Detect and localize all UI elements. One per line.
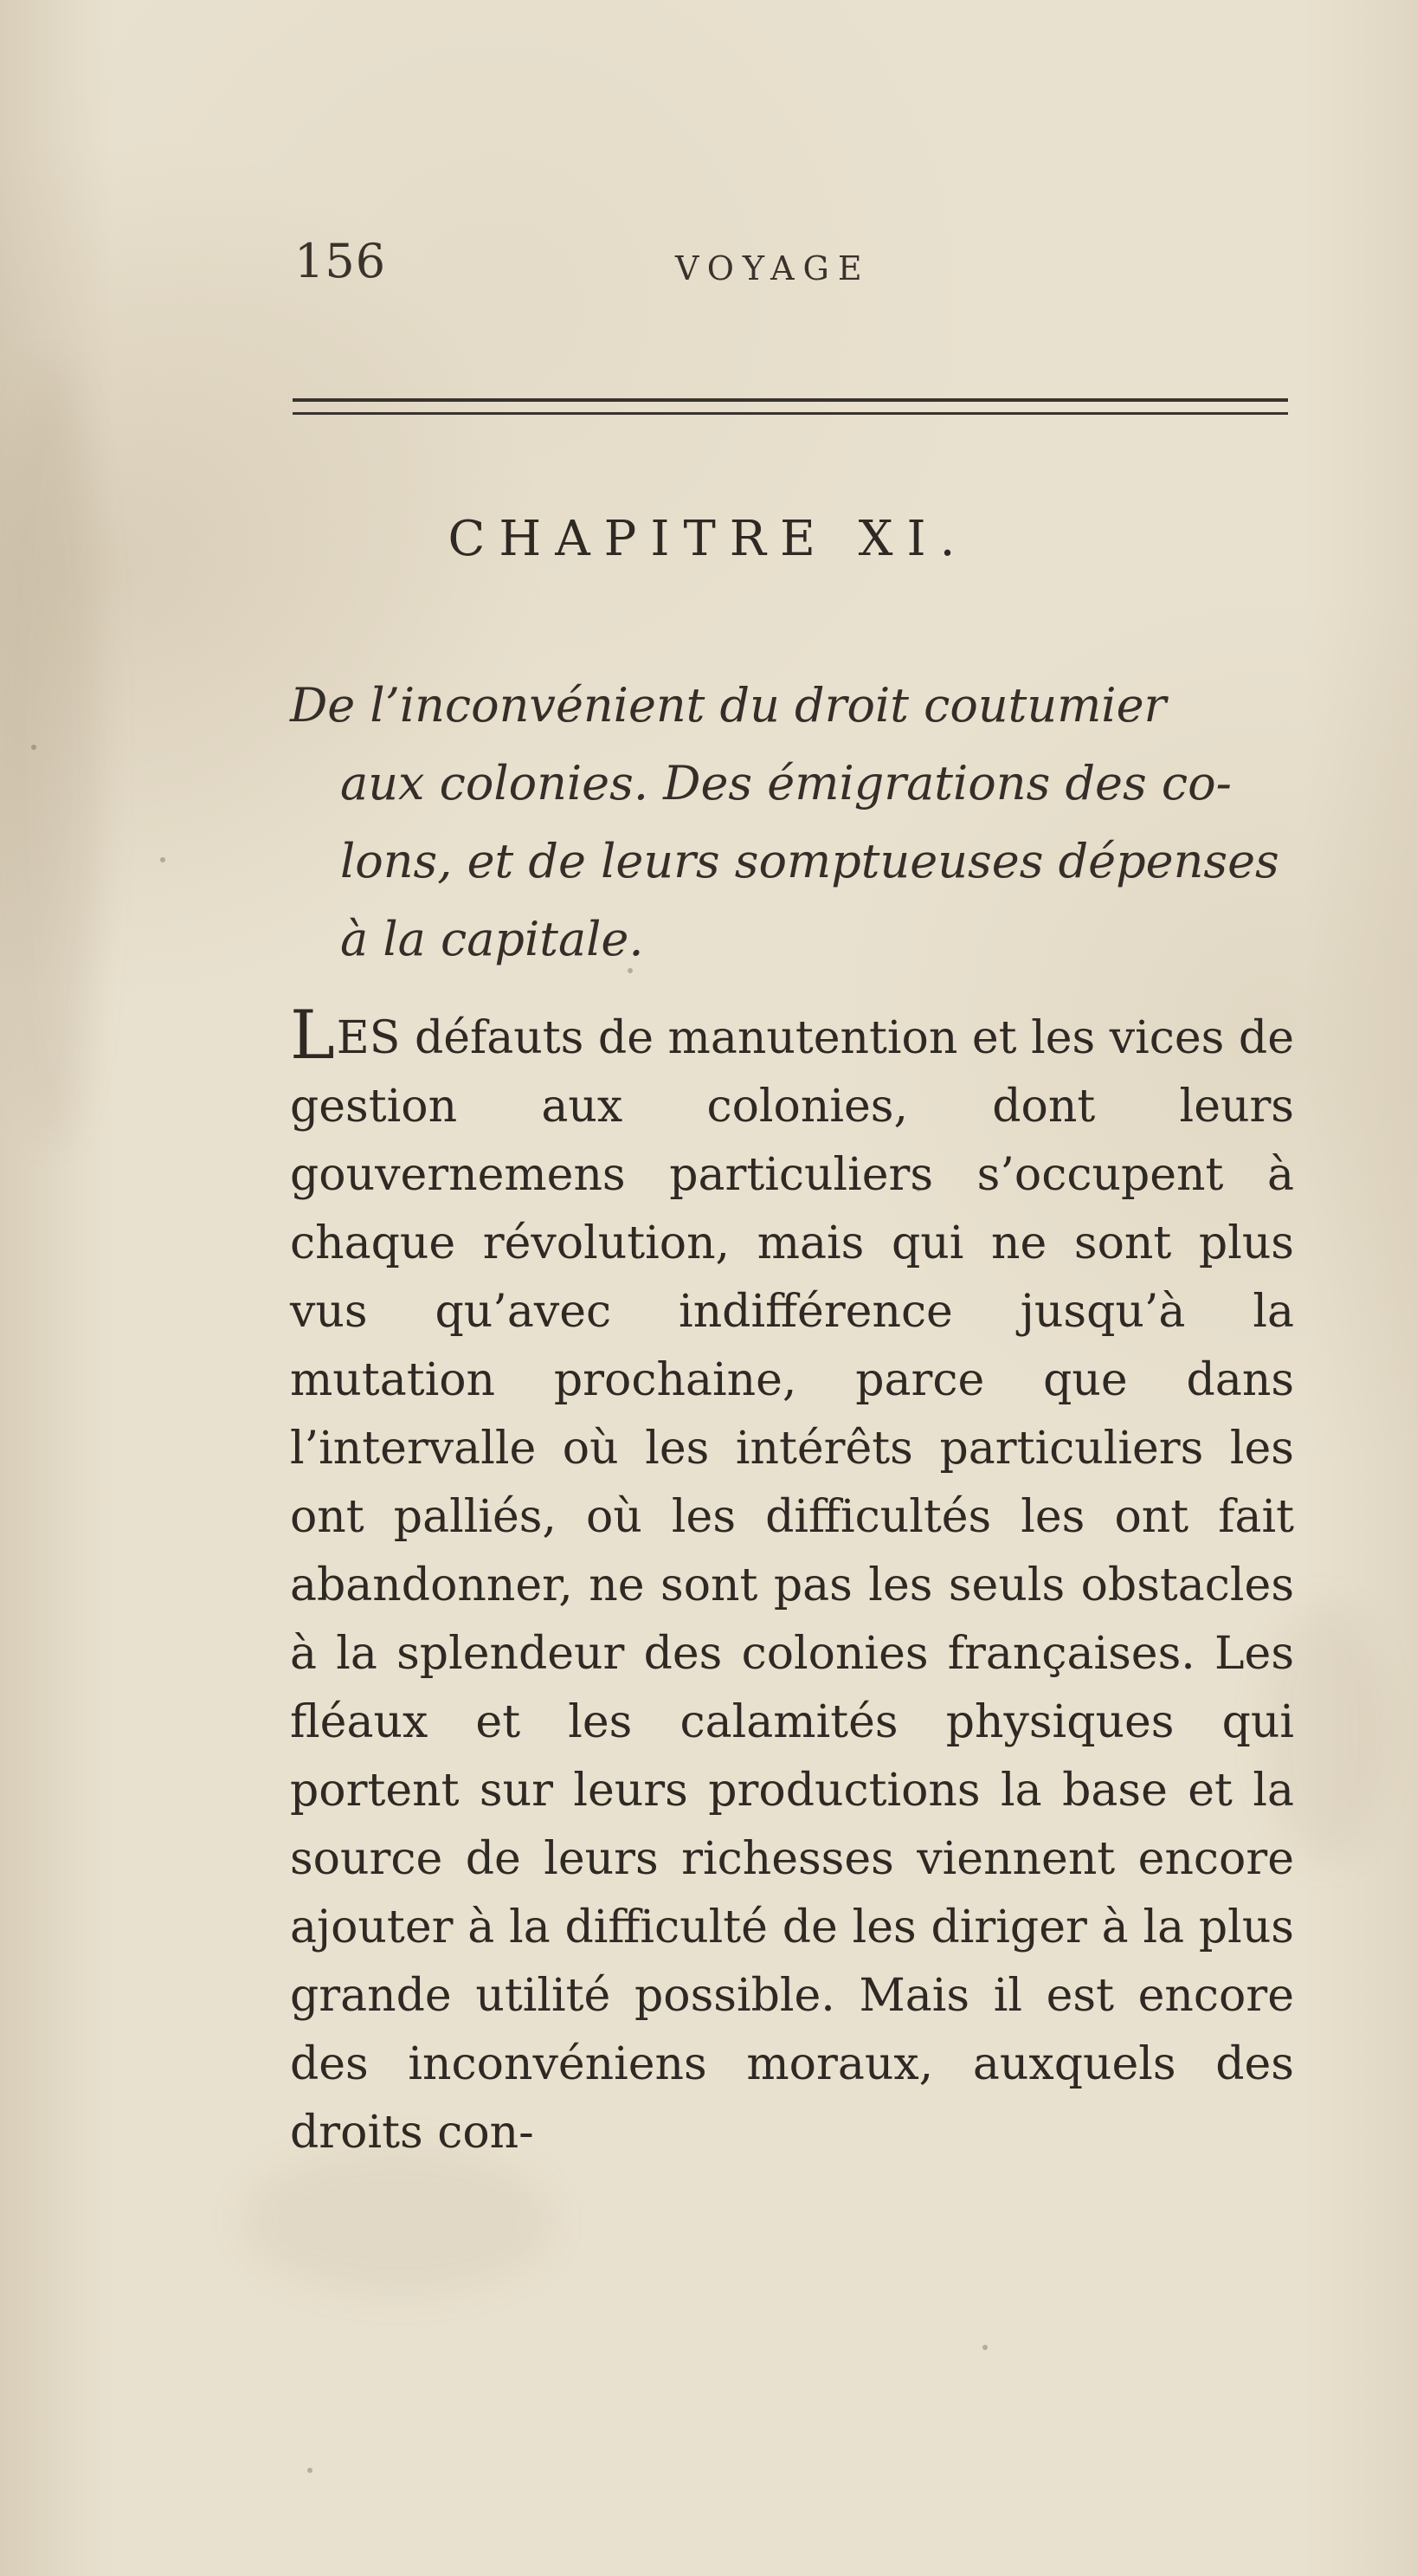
chapter-body [290, 997, 1294, 2167]
paper-speck [160, 857, 165, 862]
drop-initial: L [290, 997, 335, 1075]
paper-speck [982, 2345, 988, 2350]
running-title: VOYAGE [675, 249, 871, 287]
drop-small-caps: ES [336, 1012, 401, 1064]
summary-line-1: De l’inconvénient du droit coutumier [290, 678, 1167, 733]
chapter-summary [290, 667, 1294, 978]
header-rule-top [293, 398, 1288, 402]
paper-speck [307, 2468, 312, 2473]
chapter-title: CHAPITRE XI. [448, 511, 969, 567]
header-rule-bottom [293, 412, 1288, 415]
paper-speck [31, 745, 36, 750]
paper-stain [242, 2147, 554, 2295]
summary-line-3: lons, et de leurs somptueuses dépenses [340, 834, 1279, 888]
running-head [0, 234, 1417, 312]
body-paragraph: défauts de manutention et les vices de gestion aux colonies, dont leurs gouvernemens particuliers s’occupent à chaque révolution, mais qui ne sont plus vus qu’avec indifférence jusqu’à la mutation prochaine, parce que dans l’intervalle où les intérêts particuliers les ont palliés, où les difficultés les ont fait abandonner, ne sont pas les seuls obstacles à la splendeur des colonies françaises. Les fléaux et les calamités physiques qui portent sur leurs productions la base et la source de leurs richesses viennent encore ajouter à la difficulté de les diriger à la plus grande utilité possible. Mais il est encore des inconvéniens moraux, auxquels des droits con- [290, 1012, 1294, 2159]
summary-line-4: à la capitale. [340, 912, 644, 966]
page-number: 156 [294, 234, 387, 288]
paper-stain [0, 364, 104, 1143]
summary-line-2: aux colonies. Des émigrations des co- [340, 756, 1232, 810]
